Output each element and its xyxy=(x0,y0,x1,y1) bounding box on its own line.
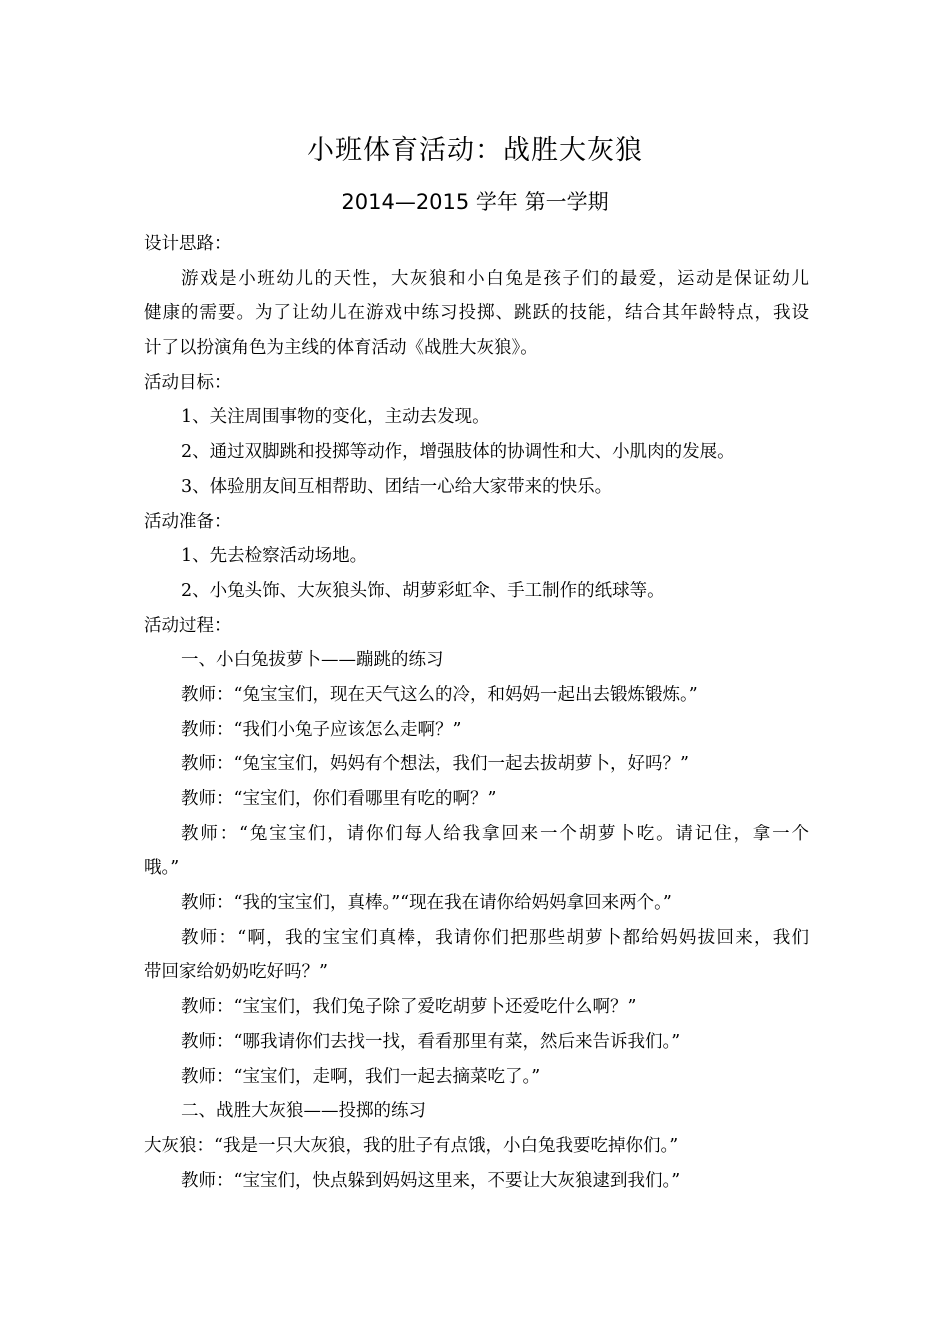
text-line: 1、先去检察活动场地。 xyxy=(181,546,368,567)
text-line: 活动准备： xyxy=(144,511,232,532)
text-line: 教师：“兔宝宝们，现在天气这么的冷，和妈妈一起出去锻炼锻炼。” xyxy=(181,684,698,705)
text-line: 2、小兔头饰、大灰狼头饰、胡萝彩虹伞、手工制作的纸球等。 xyxy=(181,580,665,601)
text-line: 教师：“宝宝们，我们兔子除了爱吃胡萝卜还爱吃什么啊？” xyxy=(181,997,637,1018)
text-line: 活动目标： xyxy=(144,372,232,393)
text-line: 教师：“兔宝宝们，妈妈有个想法，我们一起去拔胡萝卜，好吗？” xyxy=(181,754,689,775)
text-line: 3、体验朋友间互相帮助、团结一心给大家带来的快乐。 xyxy=(181,476,613,497)
text-line: 大灰狼：“我是一只大灰狼，我的肚子有点饿，小白兔我要吃掉你们。” xyxy=(144,1135,679,1156)
text-line: 设计思路： xyxy=(144,234,232,254)
text-line: 一、小白兔拔萝卜——蹦跳的练习 xyxy=(181,650,444,671)
text-line: 教师：“我们小兔子应该怎么走啊？” xyxy=(181,719,462,740)
text-line: 教师：“兔宝宝们，请你们每人给我拿回来一个胡萝卜吃。请记住，拿一个 xyxy=(181,823,809,844)
document-body xyxy=(144,227,809,1198)
text-line: 教师：“宝宝们，你们看哪里有吃的啊？” xyxy=(181,789,497,809)
text-line: 教师：“宝宝们，走啊，我们一起去摘菜吃了。” xyxy=(181,1066,541,1087)
text-line: 活动过程： xyxy=(144,615,232,636)
text-line: 教师：“我的宝宝们，真棒。”“现在我在请你给妈妈拿回来两个。” xyxy=(181,893,672,914)
text-line: 1、关注周围事物的变化，主动去发现。 xyxy=(181,407,490,428)
document-subtitle: 2014—2015 学年 第一学期 xyxy=(341,190,609,214)
text-line: 教师：“啊，我的宝宝们真棒，我请你们把那些胡萝卜都给妈妈拔回来，我们 xyxy=(181,927,809,948)
text-line: 教师：“哪我请你们去找一找，看看那里有菜，然后来告诉我们。” xyxy=(181,1031,681,1052)
text-line: 健康的需要。为了让幼儿在游戏中练习投掷、跳跃的技能，结合其年龄特点，我设 xyxy=(144,303,809,324)
text-line: 计了以扮演角色为主线的体育活动《战胜大灰狼》。 xyxy=(144,338,538,359)
text-line: 带回家给奶奶吃好吗？” xyxy=(144,962,328,983)
text-line: 2、通过双脚跳和投掷等动作，增强肢体的协调性和大、小肌肉的发展。 xyxy=(181,442,735,463)
document-title: 小班体育活动：战胜大灰狼 xyxy=(307,135,643,166)
text-line: 哦。” xyxy=(144,858,180,879)
text-line: 游戏是小班幼儿的天性，大灰狼和小白兔是孩子们的最爱，运动是保证幼儿 xyxy=(181,268,809,289)
text-line: 教师：“宝宝们，快点躲到妈妈这里来，不要让大灰狼逮到我们。” xyxy=(181,1170,681,1191)
text-line: 二、战胜大灰狼——投掷的练习 xyxy=(181,1101,426,1122)
